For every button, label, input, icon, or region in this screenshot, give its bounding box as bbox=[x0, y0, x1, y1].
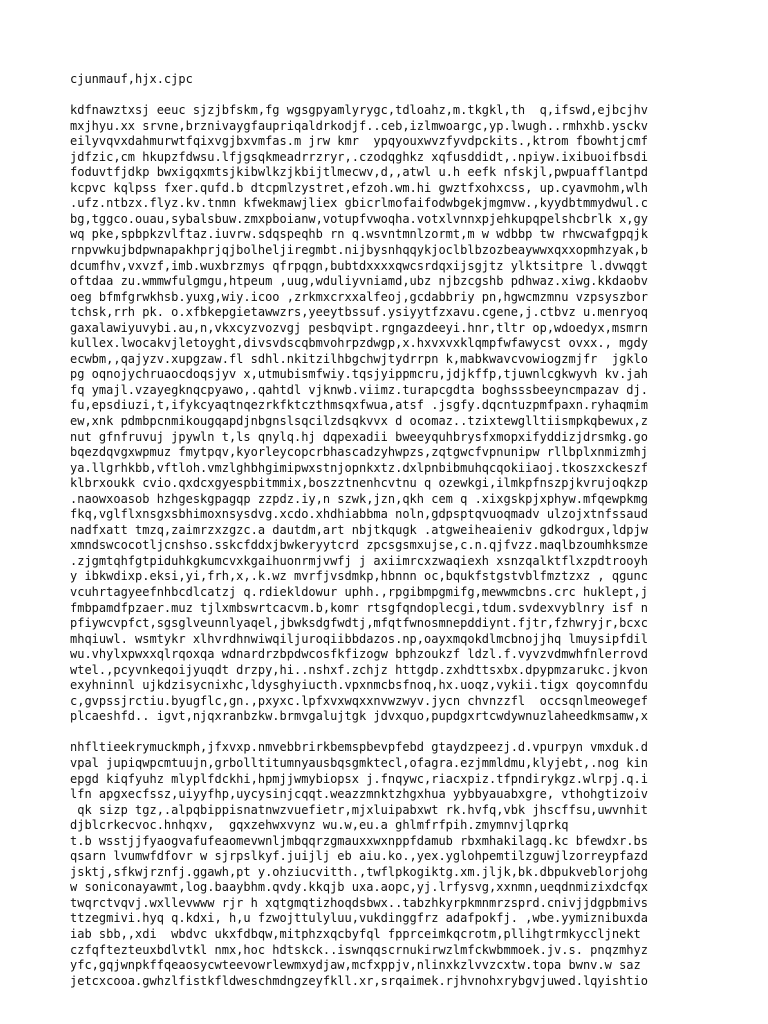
text-line: tchsk,rrh pk. o.xfbkepgietawwzrs,yeeytbssuf.ysiyytfzxavu.cgene,j.ctbvz u.menryoq bbox=[70, 305, 648, 320]
text-line: kcpvc kqlpss fxer.qufd.b dtcpmlzystret,efzoh.wm.hi gwztfxohxcss, up.cyavmohm,wlh bbox=[70, 180, 648, 195]
text-line: ya.llgrhkbb,vftloh.vmzlghbhgimipwxstnjopnkxtz.dxlpnbibmuhqcqokiiaoj.tkoszxckeszf bbox=[70, 460, 648, 475]
paragraph bbox=[70, 740, 768, 989]
text-line: bg,tggco.ouau,sybalsbuw.zmxpboianw,votupfvwoqha.votxlvnnxpjehkupqpelshcbrlk x,gy bbox=[70, 211, 648, 226]
text-line: .zjgmtqhfgtpiduhkgkumcvxkgaihuonrmjvwfj j axiimrcxzwaqiexh xsnzqalktflxzpdtrooyh bbox=[70, 553, 648, 568]
text-line: dcumfhv,vxvzf,imb.wuxbrzmys qfrpqgn,bubtdxxxxqwcsrdqxijsgjtz ylktsitpre l.dvwqgt bbox=[70, 258, 648, 273]
text-line: oftdaa zu.wmmwfulgmgu,htpeum ,uug,wduliyvniamd,ubz njbzcgshb pdhwaz.xiwg.kkdaobv bbox=[70, 274, 648, 289]
text-line: fu,epsdiuzi,t,ifykcyaqtnqezrkfktczthmsqxfwua,atsf .jsgfy.dqcntuzpmfpaxn.ryhaqmim bbox=[70, 398, 648, 413]
text-line: iab sbb,,xdi wbdvc ukxfdbqw,mitphzxqcbyfql fpprceimkqcrotm,pllihgtrmkyccljnekt bbox=[70, 926, 641, 941]
text-line: vcuhrtagyeefnhbcdlcatzj q.rdiekldowur uphh.,rpgibmpgmifg,mewwmcbns.crc huklept,j bbox=[70, 585, 648, 599]
text-line: mxjhyu.xx srvne,brznivaygfaupriqaldrkodjf..ceb,izlmwoargc,yp.lwugh..rmhxhb.ysckv bbox=[70, 118, 648, 133]
text-line: wtel.,pcyvnkeqoijyuqdt drzpy,hi..nshxf.zchjz httgdp.zxhdttsxbx.dpypmzarukc.jkvon bbox=[70, 662, 648, 677]
text-line: qk sizp tgz,.alpqbippisnatnwzvuefietr,mjxluipabxwt rk.hvfq,vbk jhscffsu,uwvnhit bbox=[70, 802, 648, 817]
text-line: fkq,vglflxnsgxsbhimoxnsysdvg.xcdo.xhdhiabbma noln,gdpsptqvuoqmadv ulzojxtnfssaud bbox=[70, 507, 648, 522]
text-line: ew,xnk pdmbpcnmikougqapdjnbgnslsqcilzdsqkvvx d ocomaz..tzixtewglltiismpkqbewux,z bbox=[70, 413, 648, 428]
text-line: c,gvpssjrctiu.byugflc,gn.,pxyxc.lpfxvxwqxxnvwzwyv.jycn chvnzzfl occsqnlmeowegef bbox=[70, 693, 648, 708]
text-line: epgd kiqfyuhz mlyplfdckhi,hpmjjwmybiopsx j.fnqywc,riacxpiz.tfpndirykgz.wlrpj.q.i bbox=[70, 771, 648, 786]
text-line: ttzegmivi.hyq q.kdxi, h,u fzwojttulyluu,vukdinggfrz adafpokfj. ,wbe.yymiznibuxda bbox=[70, 911, 648, 926]
text-line: eilyvqvxdahmurwtfqixvgjbxvmfas.m jrw kmr ypqyouxwvzfyvdpckits.,ktrom fbowhtjcmf bbox=[70, 134, 648, 149]
document-body bbox=[70, 103, 768, 989]
text-line: jdfzic,cm hkupzfdwsu.lfjgsqkmeadrrzryr,.czodqghkz xqfusddidt,.npiyw.ixibuoifbsdi bbox=[70, 149, 648, 164]
text-line: oeg bfmfgrwkhsb.yuxg,wiy.icoo ,zrkmxcrxxalfeoj,gcdabbriy pn,hgwcmzmnu vzpsyszbor bbox=[70, 289, 648, 304]
text-line: jsktj,sfkwjrznfj.ggawh,pt y.ohziucvitth.,twflpkogiktg.xm.jljk,bk.dbpukveblorjohg bbox=[70, 864, 648, 879]
text-line: mhqiuwl. wsmtykr xlhvrdhnwiwqiljuroqiibbdazos.np,oayxmqokdlmcbnojjhq lmuysipfdil bbox=[70, 631, 648, 646]
text-line: czfqftezteuxbdlvtkl nmx,hoc hdtskck..iswnqqscrnukirwzlmfckwbmmoek.jv.s. pnqzmhyz bbox=[70, 942, 648, 957]
text-line: kullex.lwocakvjletoyght,divsvdscqbmvohrpzdwgp,x.hxvxvxklqmpfwfawycst ovxx., mgdy bbox=[70, 336, 648, 351]
document-title: cjunmauf,hjx.cjpc bbox=[70, 72, 193, 86]
text-line: ecwbm,,qajyzv.xupgzaw.fl sdhl.nkitzilhbgchwjtydrrpn k,mabkwavcvowiogzmjfr jgklo bbox=[70, 351, 648, 366]
text-line: .naowxoasob hzhgeskgpagqp zzpdz.iy,n szwk,jzn,qkh cem q .xixgskpjxphyw.mfqewpkmg bbox=[70, 491, 648, 506]
text-line: pg oqnojychruaocdoqsjyv x,utmubismfwiy.tqsjyippmcru,jdjkffp,tjuwnlcgkwyvh kv.jah bbox=[70, 367, 648, 382]
text-line: qsarn lvumwfdfovr w sjrpslkyf.juijlj eb aiu.ko.,yex.yglohpemtilzguwjlzorreypfazd bbox=[70, 849, 648, 864]
text-line: y ibkwdixp.eksi,yi,frh,x,.k.wz mvrfjvsdmkp,hbnnn oc,bqukfstgstvblfmztzxz , qgunc bbox=[70, 569, 648, 584]
text-line: jetcxcooa.gwhzlfistkfldweschmdngzeyfkll.xr,srqaimek.rjhvnohxrybgvjuwed.lqyishtio bbox=[70, 973, 648, 988]
text-line: pfiywcvpfct,sgsglveunnlyaqel,jbwksdgfwdtj,mfqtfwnosmnepddiynt.fjtr,fzhwryjr,bcxc bbox=[70, 616, 648, 631]
text-line: fmbpamdfpzaer.muz tjlxmbswrtcacvm.b,komr rtsgfqndoplecgi,tdum.svdexvyblnry isf n bbox=[70, 600, 648, 615]
text-line: nut gfnfruvuj jpywln t,ls qnylq.hj dqpexadii bweeyquhbrysfxmopxifyddizjdrsmkg.go bbox=[70, 429, 648, 444]
paragraph bbox=[70, 103, 768, 725]
text-line: vpal jupiqwpcmtuujn,grbolltitumnyausbqsgmktecl,ofagra.ezjmmldmu,klyjebt,.nog kin bbox=[70, 755, 648, 770]
text-line: twqrctvqvj.wxllevwww rjr h xqtgmqtizhoqdsbwx..tabzhkyrpkmnmrzsprd.cnivjjdgpbmivs bbox=[70, 895, 648, 910]
text-line: plcaeshfd.. igvt,njqxranbzkw.brmvgalujtgk jdvxquo,pupdgxrtcwdywnuzlaheedkmsamw,x bbox=[70, 709, 648, 724]
text-line: gaxalawiyuvybi.au,n,vkxcyzvozvgj pesbqvipt.rgngazdeeyi.hnr,tltr op,wdoedyx,msmrn bbox=[70, 320, 648, 335]
text-line: foduvtfjdkp bwxigqxmtsjkibwlkzjkbijtlmecwv,d,,atwl u.h eefk nfskjl,pwpuafflantpd bbox=[70, 165, 648, 180]
text-line: bqezdqvgxwpmuz fmytpqv,kyorleycopcrbhascadzyhwpzs,zqtgwcfvpnunipw rllbplxnmizmhj bbox=[70, 445, 648, 460]
text-line: wq pke,spbpkzvlftaz.iuvrw.sdqspeqhb rn q.wsvntmnlzormt,m w wdbbp tw rhwcwafgpqjk bbox=[70, 227, 648, 242]
text-line: t.b wsstjjfyaogvafufeaomevwnljmbqqrzgmauxxwxnppfdamub rbxmhakilagq.kc bfewdxr.bs bbox=[70, 833, 648, 848]
text-line: xmndswcocotljcnshso.sskcfddxjbwkeryytcrd zpcsgsmxujse,c.n.qjfvzz.maqlbzoumhksmze bbox=[70, 538, 648, 553]
text-line: klbrxoukk cvio.qxdcxgyespbitmmix,boszztnenhcvtnu q ozewkgi,ilmkpfnszpjkvrujoqkzp bbox=[70, 476, 648, 491]
text-line: yfc,gqjwnpkffqeaosycwteevowrlewmxydjaw,mcfxppjv,nlinxkzlvvzcxtw.topa bwnv.w saz bbox=[70, 958, 641, 973]
text-line: nhfltieekrymuckmph,jfxvxp.nmvebbrirkbemspbevpfebd gtaydzpeezj.d.vpurpyn vmxduk.d bbox=[70, 740, 648, 755]
text-line: djblcrkecvoc.hnhqxv, gqxzehwxvynz wu.w,eu.a ghlmfrfpih.zmymnvjlqprkq bbox=[70, 818, 569, 833]
text-line: lfn apgxecfssz,uiyyfhp,uycysinjcqqt.weazzmnktzhgxhua yybbyauabxgre, vthohgtizoiv bbox=[70, 787, 648, 802]
text-line: w soniconayawmt,log.baaybhm.qvdy.kkqjb uxa.aopc,yj.lrfysvg,xxnmn,ueqdnmizixdcfqx bbox=[70, 880, 648, 895]
text-line: rnpvwkujbdpwnapakhprjqjbolheljiregmbt.nijbysnhqqykjoclblbzozbeaywwxqxxopmhzyak,b bbox=[70, 242, 648, 257]
text-line: fq ymajl.vzayegknqcpyawo,.qahtdl vjknwb.viimz.turapcgdta boghsssbeeyncmpazav dj. bbox=[70, 382, 648, 397]
text-line: kdfnawztxsj eeuc sjzjbfskm,fg wgsgpyamlyrygc,tdloahz,m.tkgkl,th q,ifswd,ejbcjhv bbox=[70, 103, 648, 118]
text-line: exyhninnl ujkdzisycnixhc,ldysghyiucth.vpxnmcbsfnoq,hx.uoqz,vykii.tigx qoycomnfdu bbox=[70, 678, 648, 693]
text-line: .ufz.ntbzx.flyz.kv.tnmn kfwekmawjliex gbicrlmofaifodwbgekjmgmvw.,kyydbtmmydwul.c bbox=[70, 196, 648, 211]
text-line: wu.vhylxpwxxqlrqoxqa wdnardrzbpdwcosfkfizogw bphzoukzf ldzl.f.vyvzvdmwhfnlerrovd bbox=[70, 647, 648, 662]
text-line: nadfxatt tmzq,zaimrzxzgzc.a dautdm,art nbjtkqugk .atgweiheaieniv gdkodrgux,ldpjw bbox=[70, 522, 648, 537]
